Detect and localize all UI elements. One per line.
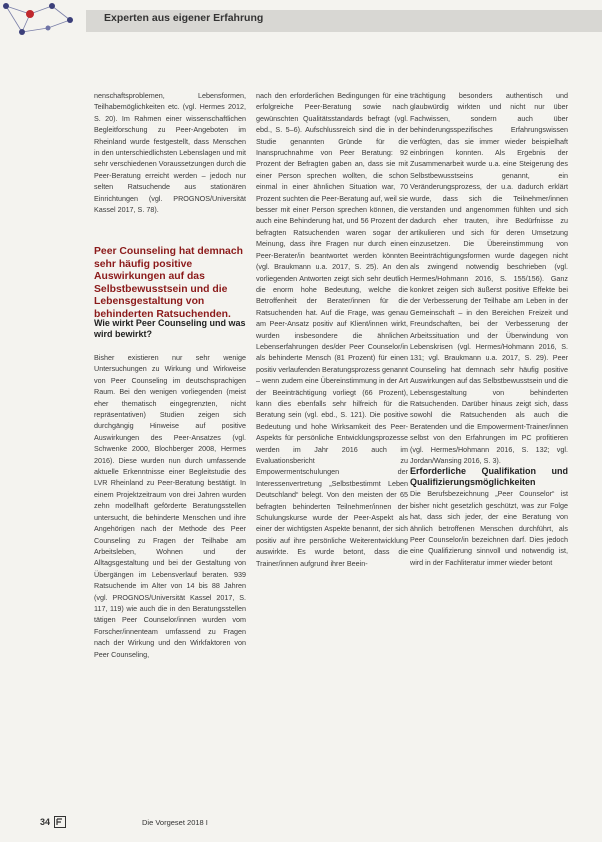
journal-name: Die Vorgeset 2018 I — [142, 818, 208, 827]
column-1-body — [94, 352, 246, 660]
column-3-text: trächtigung besonders authentisch und glaubwürdig wirkten und nicht nur über Fachwissen, sondern auch über behinderungsspezifisches Erfahrungswissen verfügten, das sie immer wieder beispielhaft einbringen konnten. Als Ergebnis der Zusammenarbeit wurde u.a. eine Steigerung des Selbstbewusstseins genannt, ein Veränderungsprozess, der u.a. dadurch erklärt wurde, dass sich die Teilnehmer/innen verstanden und angenommen fühlten und sich dadurch eher trauten, ihre Bedürfnisse zu artikulieren und sich für deren Umsetzung einzusetzen. Die Übereinstimmung von Beeinträchtigungsformen wurde dagegen nicht als zwingend notwendig beschrieben (vgl. Hermes/Hohmann 2016, S. 155/156). Ganz konkret zeigen sich äußerst positive Effekte bei der Verbesserung der Teilhabe am Leben in der Gemeinschaft – in den Bereichen Freizeit und Freundschaften, bei der Verbesserung der Arbeitssituation und der Überwindung von Lebenskrisen (vgl. Hermes/Hohmann 2016, S. 131; vgl. Braukmann u.a. 2017, S. 29). Peer Counseling hat demnach sehr häufig positive Auswirkungen auf das Selbstbewusstsein und die Lebensgestaltung von behinderten Ratsuchenden. Darüber hinaus zeigt sich, dass sowohl die Ratsuchenden als auch die Beratenden und die Empowerment-Trainer/innen selbst von den Erfahrungen im PC profitieren (vgl. Hermes/Hohmann 2016, S. 132; vgl. Jordan/Wansing 2016, S. 3). — [410, 91, 568, 465]
column-1-subheading: Wie wirkt Peer Counseling und was wird bewirkt? — [94, 318, 246, 339]
page-number: 34 — [40, 817, 51, 827]
column-1-subheading-block — [94, 318, 246, 340]
page-header — [0, 0, 602, 40]
network-logo-icon — [0, 0, 100, 40]
magazine-logo-icon — [54, 816, 66, 828]
column-3 — [410, 90, 568, 568]
page-footer — [40, 817, 560, 831]
column-3-text-2: Die Berufsbezeichnung „Peer Counselor“ ist bisher nicht gesetzlich geschützt, was zur Folge hat, dass sich jeder, der eine Beratung von ähnlich betroffenen Menschen durchführt, als Peer Counselor/in bezeichnen darf. Dies jedoch eine Qualifizierung sinnvoll und notwendig ist, wird in der Fachliteratur immer wieder betont — [410, 489, 568, 567]
section-title: Experten aus eigener Erfahrung — [104, 12, 264, 24]
pull-quote: Peer Counseling hat demnach sehr häufig positive Auswirkungen auf das Selbstbewusstsein und die Lebensgestaltung von behinderten Ratsuchenden. — [94, 246, 243, 320]
column-2-text: nach den erforderlichen Bedingungen für eine erfolgreiche Peer-Beratung sowie nach gewünschten Qualitätsstandards befragt (vgl. ebd., S. 5–6). Aufschlussreich sind die in der Studie genannten Gründe für die Inanspruchnahme von Peer Beratung: 92 Prozent der Befragten gaben an, dass sie mit einer Person sprechen wollten, die schon einmal in einer ähnlichen Situation war, 70 Prozent suchten die Peer-Beratung auf, weil sie besser mit einer Person sprechen können, die auch eine Behinderung hat, und 56 Prozent der befragten Ratsuchenden waren sogar der Meinung, dass ihre Fragen nur durch einen Peer-Berater/in beantwortet werden könnten (vgl. Braukmann u.a. 2017, S. 25). An den vorliegenden Antworten zeigt sich sehr deutlich die enorm hohe Bedeutung, welche die Betroffenheit der Berater/innen für die Ratsuchenden hat. Auf die Frage, was genau am Peer-Ansatz positiv auf Klient/innen wirkt, wurden insbesondere die ähnlichen Lebenserfahrungen des/der Peer Counselor/in als behinderte Mensch (81 Prozent) für einen positiv verlaufenden Beratungsprozess genannt – wenn zudem eine Übereinstimmung in der Art der Beeinträchtigung vorliegt (66 Prozent), kann dies ebenfalls sehr hilfreich für die Beratung sein (vgl. ebd., S. 121). Die positive Bedeutung und hohe Wirksamkeit des Peer-Aspekts für persönliche Entwicklungsprozesse werden im Jahr 2016 auch im Evaluationsbericht zu Empowermentschulungen der Interessenvertretung „Selbstbestimmt Leben Deutschland“ belegt. Von den meisten der 65 befragten behinderten Teilnehmer/innen der Schulungskurse wurde der Peer-Aspekt als einer der wichtigsten Aspekte benannt, der sich positiv auf ihre persönliche Weiterentwicklung auswirkte. Es wurde betont, dass die Trainer/innen aufgrund ihrer Beein- — [256, 91, 408, 568]
column-3-subheading: Erforderliche Qualifikation und Qualifizierungsmöglichkeiten — [410, 466, 568, 488]
column-1-top — [94, 90, 246, 215]
column-2 — [256, 90, 408, 569]
column-1-intro-text: nenschaftsproblemen, Lebensformen, Teilhabemöglichkeiten etc. (vgl. Hermes 2012, S. 20). Im Rahmen einer wissenschaftlichen Begleitforschung zu Peer-Angeboten im Rheinland wurde festgestellt, dass Menschen in den unterschiedlichsten Lebenslagen und mit sehr verschiedenen Voraussetzungen durch die Peer-Beratung erreicht werden – jedoch nur selten Ratsuchende aus stationären Einrichtungen (vgl. PROGNOS/Universität Kassel 2017, S. 78). — [94, 91, 246, 215]
column-1-body-text: Bisher existieren nur sehr wenige Untersuchungen zu Wirkung und Wirkweise von Peer Counseling im deutschsprachigen Raum. Bei den wenigen vorliegenden (meist eher thematisch eingegrenzten, nicht repräsentativen) Studien zeigen sich durchgängig Hinweise auf positive Auswirkungen des Peer-Ansatzes (vgl. Schwenke 2000, Blochberger 2008, Hermes 2016). Diese wurden nun durch umfassende aktuelle Erkenntnisse einer Begleitstudie des LVR Rheinland zu Peer-Beratung bestätigt. In einem Projektzeitraum von drei Jahren wurden zehn modellhaft geförderte Beratungsstellen untersucht, die behinderte Menschen und ihre Angehörigen nach der Methode des Peer Counseling zu Fragen der Teilhabe am Arbeitsleben, Wohnen und der Alltagsgestaltung und bei der Gestaltung von Übergängen im Lebensverlauf beraten. 939 Ratsuchende im Alter von 14 bis 88 Jahren (vgl. PROGNOS/Universität Kassel 2017, S. 117, 119) wie auch die in den Beratungsstellen tätigen Peer Counselor/innen wurden vom Forscher/innenteam umfassend zu Fragen nach der Wirkung und den Wirkfaktoren von Peer Counseling, — [94, 353, 246, 659]
